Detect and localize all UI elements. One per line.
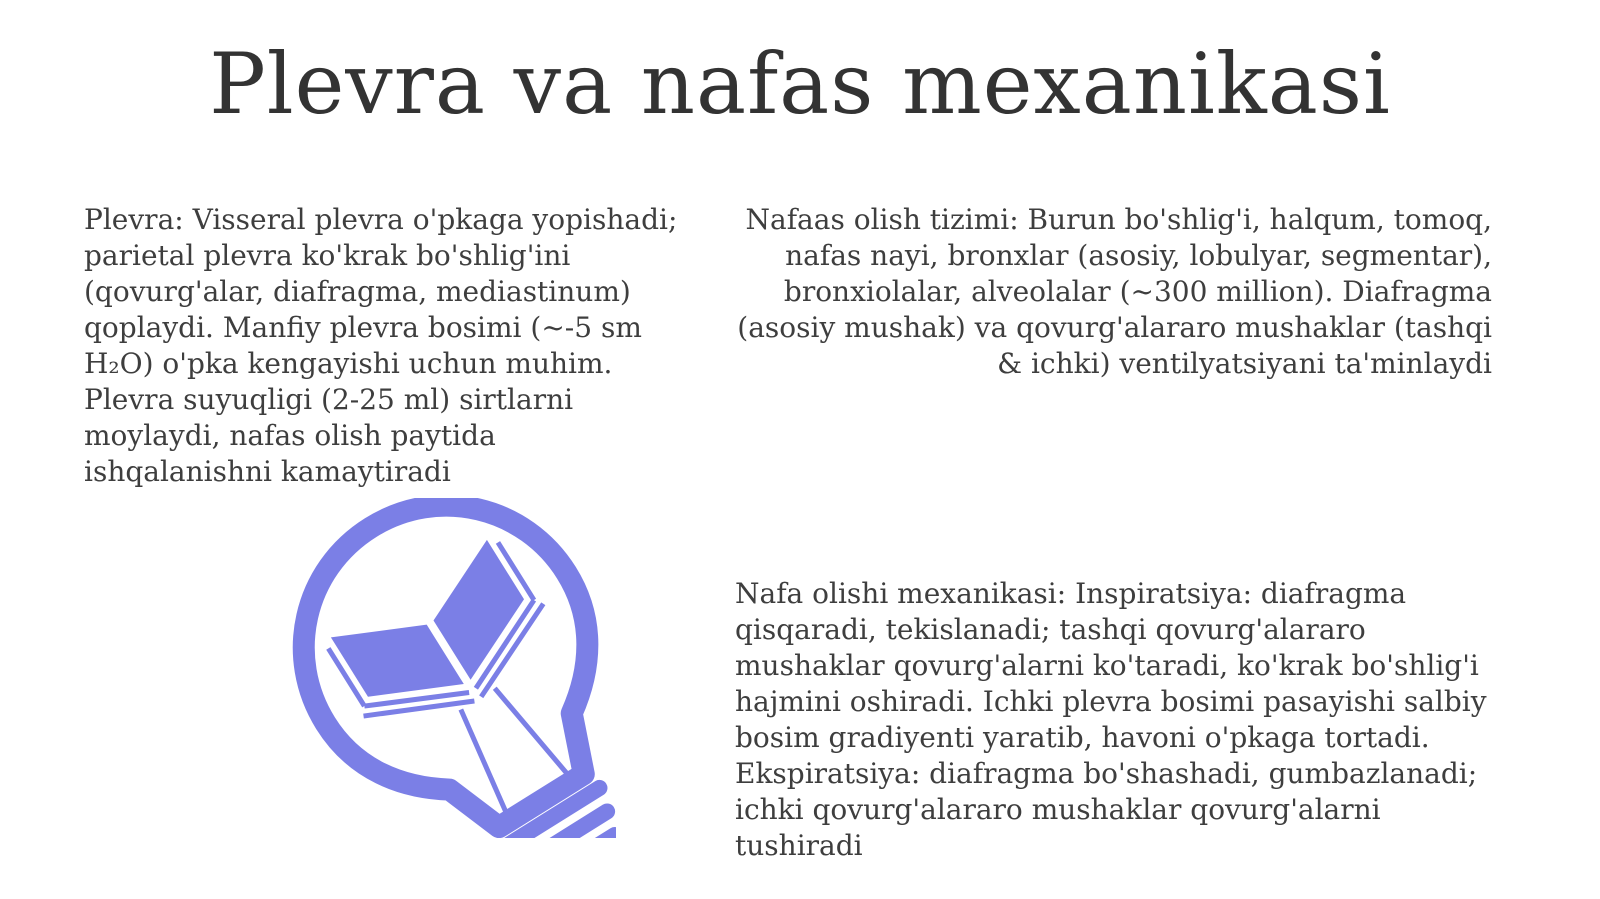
lightbulb-book-icon [196,498,616,838]
slide-title: Plevra va nafas mexanikasi [209,35,1391,133]
breathing-mechanics-text-block: Nafa olishi mexanikasi: Inspiratsiya: diafragma qisqaradi, tekislanadi; tashqi qovurg'alararo mushaklar qovurg'alarni ko'taradi, ko'krak bo'shlig'i hajmini oshiradi. Ichki plevra bosimi pasayishi salbiy bosim gradiyenti yaratib, havoni o'pkaga tortadi. Ekspiratsiya: diafragma bo'shashadi, gumbazlanadi; ichki qovurg'alararo mushaklar qovurg'alarni tushiradi [735,577,1487,862]
respiratory-system-text-block: Nafaas olish tizimi: Burun bo'shlig'i, halqum, tomoq, nafas nayi, bronxlar (asosiy, lobulyar, segmentar), bronxiolalar, alveolalar (~300 million). Diafragma (asosiy mushak) va qovurg'alararo mushaklar (tashqi & ichki) ventilyatsiyani ta'minlaydi [737,203,1492,380]
pleura-text-block: Plevra: Visseral plevra o'pkaga yopishadi; parietal plevra ko'krak bo'shlig'ini (qovurg'alar, diafragma, mediastinum) qoplaydi. Manfiy plevra bosimi (~-5 sm H₂O) o'pka kengayishi uchun muhim. Plevra suyuqligi (2-25 ml) sirtlarni moylaydi, nafas olish paytida ishqalanishni kamaytiradi [84,203,678,488]
